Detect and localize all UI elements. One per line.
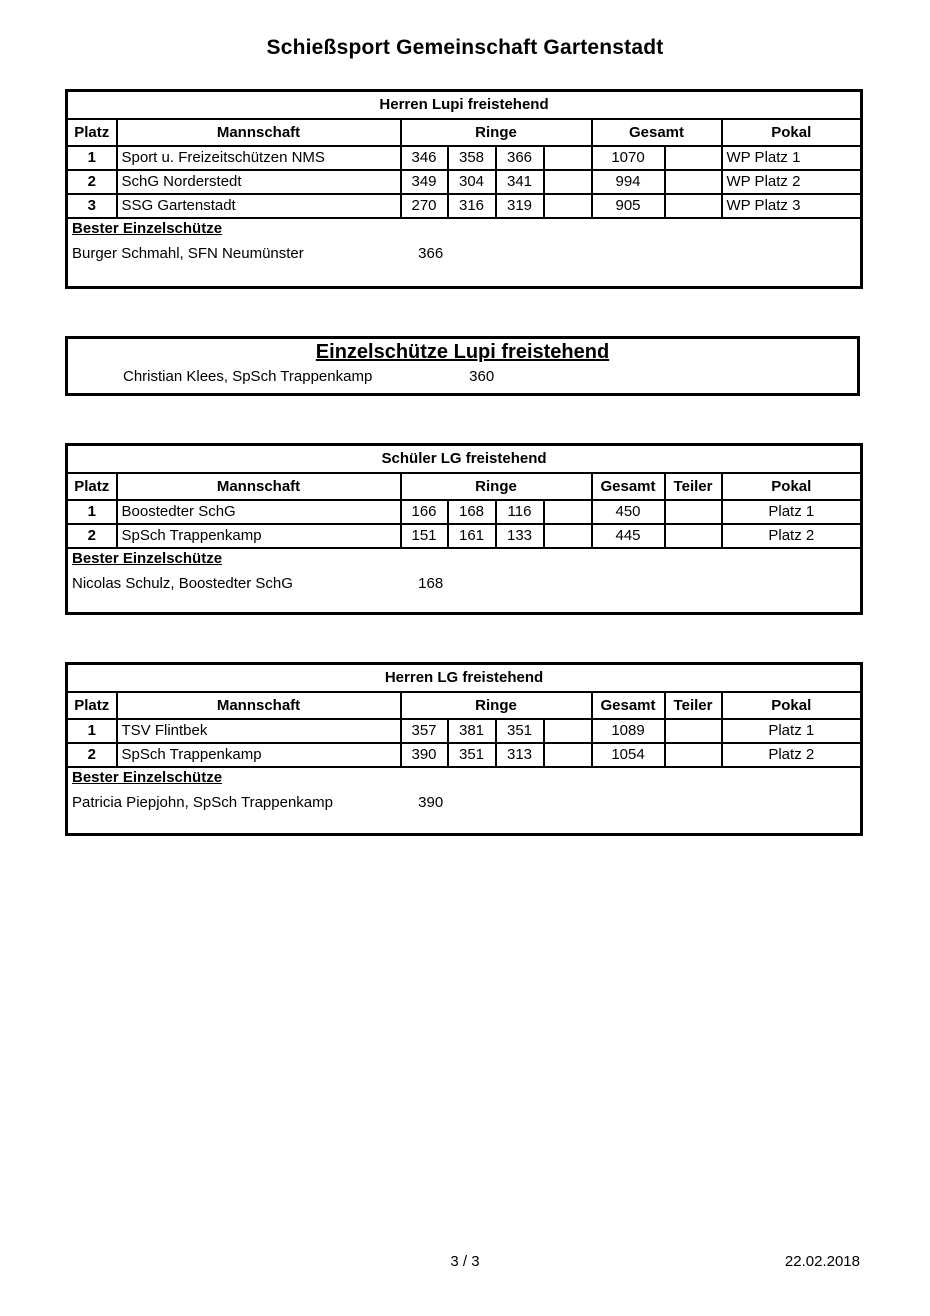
- best-shooter-cell: [67, 767, 862, 835]
- table-title: Herren Lupi freistehend: [67, 91, 862, 119]
- ringe-1-cell: 390: [401, 743, 448, 767]
- result-row: [67, 719, 862, 743]
- platz-cell: 2: [67, 743, 117, 767]
- ringe-3-cell: 319: [496, 194, 544, 218]
- ringe-2-cell: 161: [448, 524, 496, 548]
- result-row: [67, 194, 862, 218]
- ringe-2-cell: 358: [448, 146, 496, 170]
- table-title-row: [67, 91, 862, 119]
- table-herren-lg: [65, 662, 863, 836]
- best-shooter-name: Nicolas Schulz, Boostedter SchG: [72, 574, 293, 592]
- table-title-row: [67, 664, 862, 692]
- platz-cell: 1: [67, 146, 117, 170]
- table-einzelschuetze-lupi: [65, 336, 860, 396]
- result-row: [67, 146, 862, 170]
- single-shooter-score: 360: [469, 368, 495, 385]
- best-shooter-score: 366: [418, 244, 444, 262]
- col-header-mannschaft: Mannschaft: [117, 119, 401, 146]
- ringe-2-cell: 381: [448, 719, 496, 743]
- ringe-2-cell: 316: [448, 194, 496, 218]
- col-header-platz: Platz: [67, 692, 117, 719]
- mannschaft-cell: TSV Flintbek: [117, 719, 401, 743]
- result-row: [67, 743, 862, 767]
- gesamt-cell: 445: [592, 524, 665, 548]
- table-title: Herren LG freistehend: [67, 664, 862, 692]
- ringe-2-cell: 351: [448, 743, 496, 767]
- best-shooter-cell: [67, 218, 862, 288]
- pokal-cell: Platz 1: [722, 719, 862, 743]
- pokal-cell: Platz 1: [722, 500, 862, 524]
- best-shooter-line: [72, 794, 856, 811]
- gesamt-cell: 994: [592, 170, 665, 194]
- teiler-cell: [665, 194, 722, 218]
- ringe-2-cell: 168: [448, 500, 496, 524]
- mannschaft-cell: SpSch Trappenkamp: [117, 524, 401, 548]
- ringe-3-cell: 133: [496, 524, 544, 548]
- best-shooter-row: [67, 767, 862, 835]
- platz-cell: 3: [67, 194, 117, 218]
- ringe-4-cell: [544, 719, 592, 743]
- mannschaft-cell: Sport u. Freizeitschützen NMS: [117, 146, 401, 170]
- ringe-1-cell: 357: [401, 719, 448, 743]
- col-header-gesamt: Gesamt: [592, 692, 665, 719]
- ringe-3-cell: 351: [496, 719, 544, 743]
- best-shooter-row: [67, 218, 862, 288]
- best-shooter-label: Bester Einzelschütze: [72, 768, 223, 786]
- ringe-3-cell: 313: [496, 743, 544, 767]
- ringe-1-cell: 166: [401, 500, 448, 524]
- best-shooter-line: [72, 245, 856, 262]
- best-shooter-cell: [67, 548, 862, 614]
- pokal-cell: WP Platz 1: [722, 146, 862, 170]
- col-header-pokal: Pokal: [722, 692, 862, 719]
- col-header-gesamt: Gesamt: [592, 473, 665, 500]
- header-row: [67, 119, 862, 146]
- pokal-cell: WP Platz 2: [722, 170, 862, 194]
- ringe-1-cell: 346: [401, 146, 448, 170]
- ringe-4-cell: [544, 743, 592, 767]
- table-title-row: [67, 445, 862, 473]
- ringe-3-cell: 341: [496, 170, 544, 194]
- gesamt-cell: 450: [592, 500, 665, 524]
- mannschaft-cell: SchG Norderstedt: [117, 170, 401, 194]
- page-title: Schießsport Gemeinschaft Gartenstadt: [266, 36, 664, 59]
- mannschaft-cell: SSG Gartenstadt: [117, 194, 401, 218]
- ringe-4-cell: [544, 194, 592, 218]
- table-title: Schüler LG freistehend: [67, 445, 862, 473]
- col-header-mannschaft: Mannschaft: [117, 692, 401, 719]
- ringe-1-cell: 349: [401, 170, 448, 194]
- gesamt-cell: 905: [592, 194, 665, 218]
- ringe-4-cell: [544, 170, 592, 194]
- col-header-gesamt: Gesamt: [592, 119, 722, 146]
- best-shooter-name: Burger Schmahl, SFN Neumünster: [72, 244, 304, 262]
- single-shooter-name: Christian Klees, SpSch Trappenkamp: [123, 368, 373, 385]
- teiler-cell: [665, 170, 722, 194]
- col-header-pokal: Pokal: [722, 473, 862, 500]
- col-header-ringe: Ringe: [401, 692, 592, 719]
- col-header-mannschaft: Mannschaft: [117, 473, 401, 500]
- platz-cell: 2: [67, 170, 117, 194]
- page-number: 3 / 3: [450, 1253, 480, 1270]
- col-header-platz: Platz: [67, 119, 117, 146]
- pokal-cell: Platz 2: [722, 524, 862, 548]
- best-shooter-score: 390: [418, 793, 444, 811]
- col-header-pokal: Pokal: [722, 119, 862, 146]
- platz-cell: 1: [67, 500, 117, 524]
- ringe-4-cell: [544, 524, 592, 548]
- footer-date: 22.02.2018: [784, 1253, 860, 1270]
- table-schueler-lg: [65, 443, 863, 615]
- best-shooter-name: Patricia Piepjohn, SpSch Trappenkamp: [72, 793, 333, 811]
- mannschaft-cell: SpSch Trappenkamp: [117, 743, 401, 767]
- header-row: [67, 692, 862, 719]
- col-header-platz: Platz: [67, 473, 117, 500]
- col-header-teiler: Teiler: [665, 473, 722, 500]
- ringe-1-cell: 151: [401, 524, 448, 548]
- ringe-3-cell: 366: [496, 146, 544, 170]
- teiler-cell: [665, 524, 722, 548]
- result-row: [67, 500, 862, 524]
- best-shooter-line: [72, 575, 856, 592]
- best-shooter-label: Bester Einzelschütze: [72, 549, 223, 567]
- result-row: [67, 524, 862, 548]
- best-shooter-label: Bester Einzelschütze: [72, 219, 223, 237]
- teiler-cell: [665, 146, 722, 170]
- ringe-4-cell: [544, 146, 592, 170]
- pokal-cell: Platz 2: [722, 743, 862, 767]
- mannschaft-cell: Boostedter SchG: [117, 500, 401, 524]
- teiler-cell: [665, 500, 722, 524]
- single-shooter-line: [68, 368, 857, 385]
- ringe-3-cell: 116: [496, 500, 544, 524]
- col-header-ringe: Ringe: [401, 119, 592, 146]
- result-row: [67, 170, 862, 194]
- pokal-cell: WP Platz 3: [722, 194, 862, 218]
- col-header-ringe: Ringe: [401, 473, 592, 500]
- teiler-cell: [665, 719, 722, 743]
- best-shooter-row: [67, 548, 862, 614]
- ringe-2-cell: 304: [448, 170, 496, 194]
- best-shooter-score: 168: [418, 574, 444, 592]
- platz-cell: 1: [67, 719, 117, 743]
- gesamt-cell: 1070: [592, 146, 665, 170]
- page-footer: [0, 1253, 930, 1270]
- col-header-teiler: Teiler: [665, 692, 722, 719]
- gesamt-cell: 1089: [592, 719, 665, 743]
- gesamt-cell: 1054: [592, 743, 665, 767]
- teiler-cell: [665, 743, 722, 767]
- ringe-1-cell: 270: [401, 194, 448, 218]
- header-row: [67, 473, 862, 500]
- platz-cell: 2: [67, 524, 117, 548]
- table-title: Einzelschütze Lupi freistehend: [315, 341, 610, 363]
- table-herren-lupi: [65, 89, 863, 289]
- ringe-4-cell: [544, 500, 592, 524]
